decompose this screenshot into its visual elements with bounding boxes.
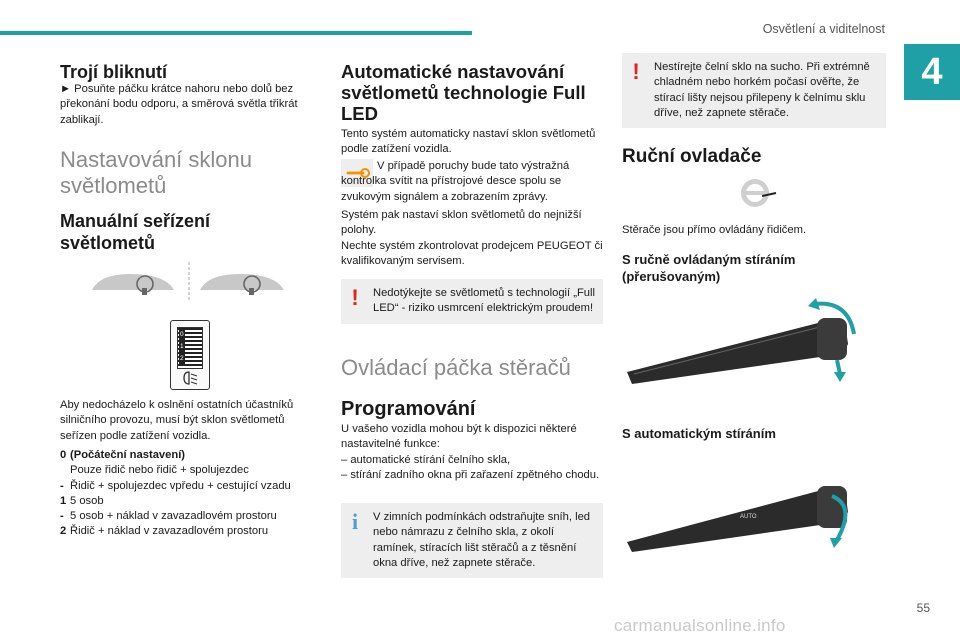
auto-headlamp-text: Tento systém automaticky nastaví sklon světlometů podle zatížení vozidla. bbox=[341, 128, 596, 156]
level-row-sub: Pouze řidič nebo řidič + spolujezdec bbox=[70, 464, 249, 477]
level-row: 0 (Počáteční nastavení) bbox=[60, 449, 186, 461]
header-accent-bar bbox=[0, 31, 472, 35]
push-down-arrow bbox=[837, 360, 840, 374]
fault-text-2: Systém pak nastaví sklon světlometů do nejnižší polohy. bbox=[341, 209, 582, 237]
dry-wipe-warning-box: ! Nestírejte čelní sklo na sucho. Při extrémně chladném nebo horkém počasí ověřte, že stírací lišty nejsou přilepeny k čelnímu sklu dříve, než zapnete stěrače. bbox=[622, 53, 886, 128]
level-row: 2 Řidič + náklad v zavazadlovém prostoru bbox=[60, 525, 269, 538]
page-number: 55 bbox=[916, 601, 930, 615]
auto-wipe-title: S automatickým stíráním bbox=[622, 426, 776, 441]
steering-wheel-icon bbox=[738, 176, 778, 210]
chapter-tab: 4 bbox=[904, 44, 960, 100]
dealer-text: Nechte systém zkontrolovat prodejcem PEUGEOT či kvalifikovaným servisem. bbox=[341, 240, 603, 268]
running-header-title: Osvětlení a viditelnost bbox=[762, 22, 885, 36]
headlamp-section-title: Nastavování sklonu světlometů bbox=[60, 147, 252, 198]
manual-controls-text: Stěrače jsou přímo ovládány řidičem. bbox=[622, 224, 807, 236]
level-row: 1 5 osob bbox=[60, 494, 104, 507]
full-led-warning-box: ! Nedotýkejte se světlometů s technologií „Full LED“ - riziko usmrcení elektrickým proudem! bbox=[341, 279, 603, 324]
manual-wipe-title: S ručně ovládaným stíráním (přerušovaným) bbox=[622, 252, 796, 284]
wiper-stalk-auto-illustration bbox=[622, 460, 872, 555]
winter-info-box: i V zimních podmínkách odstraňujte sníh, led nebo námrazu z čelního skla, z okolí ramínek, stíracích lišt stěračů a z těsnění okna dříve, než zapnete stěrače. bbox=[341, 503, 603, 578]
stalk-auto-label: AUTO bbox=[740, 514, 757, 520]
manual-controls-title: Ruční ovladače bbox=[622, 146, 762, 167]
programming-text: U vašeho vozidla mohou být k dispozici některé nastavitelné funkce: bbox=[341, 423, 577, 451]
adjust-intro: Aby nedocházelo k oslnění ostatních účastníků silničního provozu, musí být sklon světlometů seřízen podle zatížení vozidla. bbox=[60, 399, 294, 442]
manual-adjust-title: Manuální seřízení světlometů bbox=[60, 211, 211, 253]
level-row: - Řidič + spolujezdec vpředu + cestující vzadu bbox=[60, 479, 291, 492]
headlamp-level-icon bbox=[181, 371, 199, 385]
right-dashboard-icon bbox=[200, 274, 284, 295]
triple-blink-text: ► Posuňte páčku krátce nahoru nebo dolů bez překonání bodu odporu, a směrová světla třikrát zablikají. bbox=[60, 83, 298, 126]
programming-title: Programování bbox=[341, 398, 476, 420]
stalk-knob bbox=[817, 318, 847, 360]
programming-item: – stírání zadního okna při zařazení zpětného chodu. bbox=[341, 469, 600, 481]
warning-exclamation-icon: ! bbox=[632, 59, 640, 84]
triple-blink-title: Trojí bliknutí bbox=[60, 62, 167, 82]
load-levels-list bbox=[60, 448, 322, 540]
left-dashboard-icon bbox=[92, 274, 174, 295]
dial-labels: 0 1 2 bbox=[179, 329, 185, 365]
wiper-stalk-manual-illustration bbox=[622, 294, 872, 389]
warning-exclamation-icon: ! bbox=[351, 285, 359, 310]
auto-headlamp-title: Automatické nastavování světlometů technologie Full LED bbox=[341, 61, 586, 124]
watermark: carmanualsonline.info bbox=[614, 616, 786, 635]
fault-text: V případě poruchy bude tato výstražná kontrolka svítit na přístrojové desce spolu se zvukovým signálem a zobrazením zprávy. bbox=[341, 160, 570, 203]
info-icon: i bbox=[351, 509, 359, 534]
headlamp-level-dial bbox=[170, 320, 210, 390]
level-row: - 5 osob + náklad v zavazadlovém prostoru bbox=[60, 510, 277, 523]
wiper-section-title: Ovládací páčka stěračů bbox=[341, 355, 571, 380]
dashboard-illustration bbox=[90, 262, 310, 302]
programming-item: – automatické stírání čelního skla, bbox=[341, 454, 511, 466]
